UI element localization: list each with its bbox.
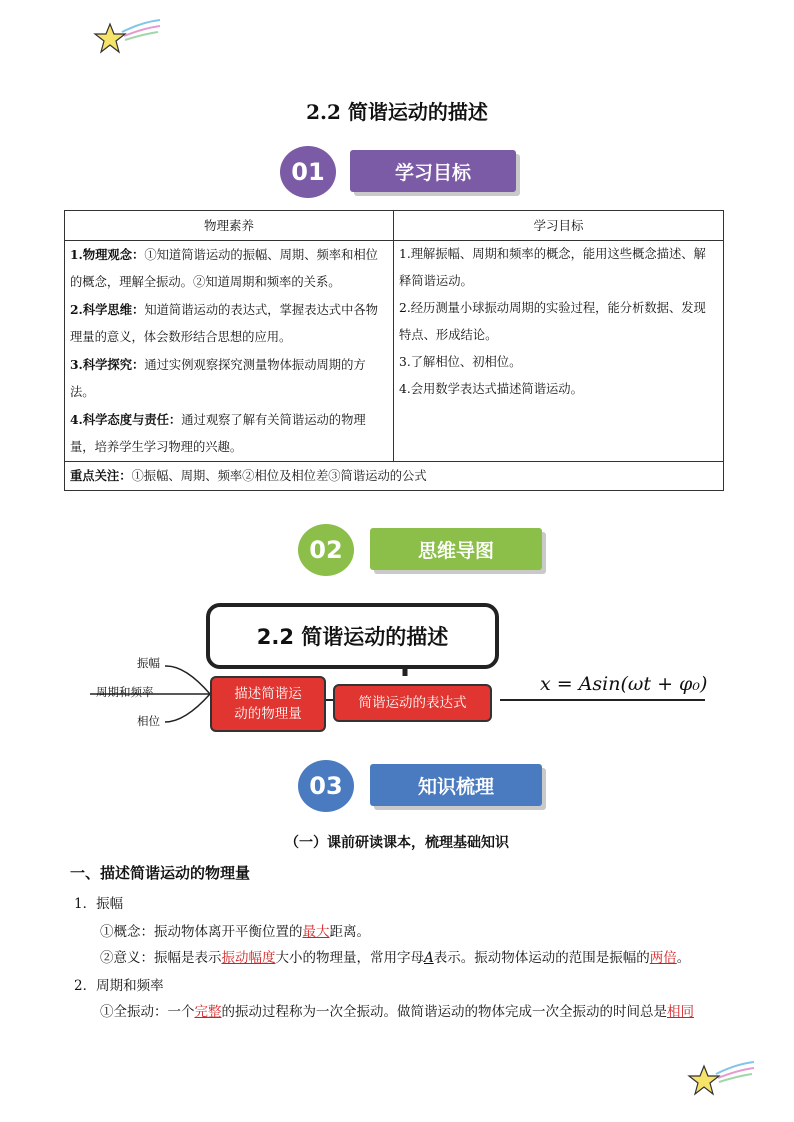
fill-blank: 两倍 xyxy=(649,950,677,966)
objective-item: 1.理解振幅、周期和频率的概念，能用这些概念描述、解释简谐运动。 xyxy=(399,247,706,288)
objectives-cell xyxy=(394,241,724,462)
literacy-cell xyxy=(65,241,394,462)
item-amplitude: 1．振幅 xyxy=(74,896,124,912)
shooting-star-icon xyxy=(92,18,162,58)
objective-item: 3.了解相位、初相位。 xyxy=(399,355,522,369)
objective-item: 2.经历测量小球振动周期的实验过程，能分析数据、发现特点、形成结论。 xyxy=(399,301,706,342)
literacy-item: 4.科学态度与责任：通过观察了解有关简谐运动的物理量，培养学生学习物理的兴趣。 xyxy=(70,412,366,454)
mindmap-node-quantities: 描述简谐运 动的物理量 xyxy=(210,676,326,732)
table-header-objectives: 学习目标 xyxy=(394,211,724,241)
table-header-literacy: 物理素养 xyxy=(65,211,394,241)
section-number: 03 xyxy=(298,760,354,812)
fill-blank: 完整 xyxy=(194,1004,222,1020)
knowledge-heading: 一、描述简谐运动的物理量 xyxy=(70,864,251,882)
mindmap-formula: x = Asin(ωt + φ₀) xyxy=(540,673,708,695)
full-vibration-concept: ①全振动：一个完整的振动过程称为一次全振动。做简谐运动的物体完成一次全振动的时间总是相同 xyxy=(100,1004,694,1020)
amplitude-meaning: ②意义：振幅是表示振动幅度大小的物理量，常用字母A表示。振动物体运动的范围是振幅的两倍。 xyxy=(100,950,691,966)
section-label: 思维导图 xyxy=(370,528,542,570)
section-label: 知识梳理 xyxy=(370,764,542,806)
section-header-mindmap xyxy=(0,524,794,580)
shooting-star-icon-bottom xyxy=(686,1060,756,1100)
mindmap-branch-phase: 相位 xyxy=(137,714,160,728)
literacy-item: 3.科学探究：通过实例观察探究测量物体振动周期的方法。 xyxy=(70,357,366,399)
focus-row: 重点关注：①振幅、周期、频率②相位及相位差③简谐运动的公式 xyxy=(65,462,724,491)
literacy-item: 2.科学思维：知道简谐运动的表达式，掌握表达式中各物理量的意义，体会数形结合思想的应用。 xyxy=(70,302,378,344)
subsection-title: （一）课前研读课本，梳理基础知识 xyxy=(285,835,509,851)
section-label: 学习目标 xyxy=(350,150,516,192)
mindmap-branch-period: 周期和频率 xyxy=(96,685,154,699)
literacy-item: 1.物理观念：①知道简谐运动的振幅、周期、频率和相位的概念，理解全振动。②知道周期和频率的关系。 xyxy=(70,247,378,289)
section-number: 01 xyxy=(280,146,336,198)
amplitude-concept: ①概念：振动物体离开平衡位置的最大距离。 xyxy=(100,924,370,940)
page-title: 2.2 简谐运动的描述 xyxy=(306,100,488,124)
section-header-knowledge xyxy=(0,760,794,816)
section-header-goals xyxy=(0,144,794,200)
fill-blank: 振动幅度 xyxy=(221,950,276,966)
mindmap-title: 2.2 简谐运动的描述 xyxy=(206,603,499,669)
mindmap-branch-amplitude: 振幅 xyxy=(137,656,160,670)
mindmap-node-expression: 简谐运动的表达式 xyxy=(333,684,492,722)
goals-table xyxy=(64,210,724,491)
item-period-frequency: 2．周期和频率 xyxy=(74,978,164,994)
fill-blank: 最大 xyxy=(302,924,330,940)
section-number: 02 xyxy=(298,524,354,576)
objective-item: 4.会用数学表达式描述简谐运动。 xyxy=(399,382,583,396)
fill-blank: 相同 xyxy=(667,1004,694,1020)
